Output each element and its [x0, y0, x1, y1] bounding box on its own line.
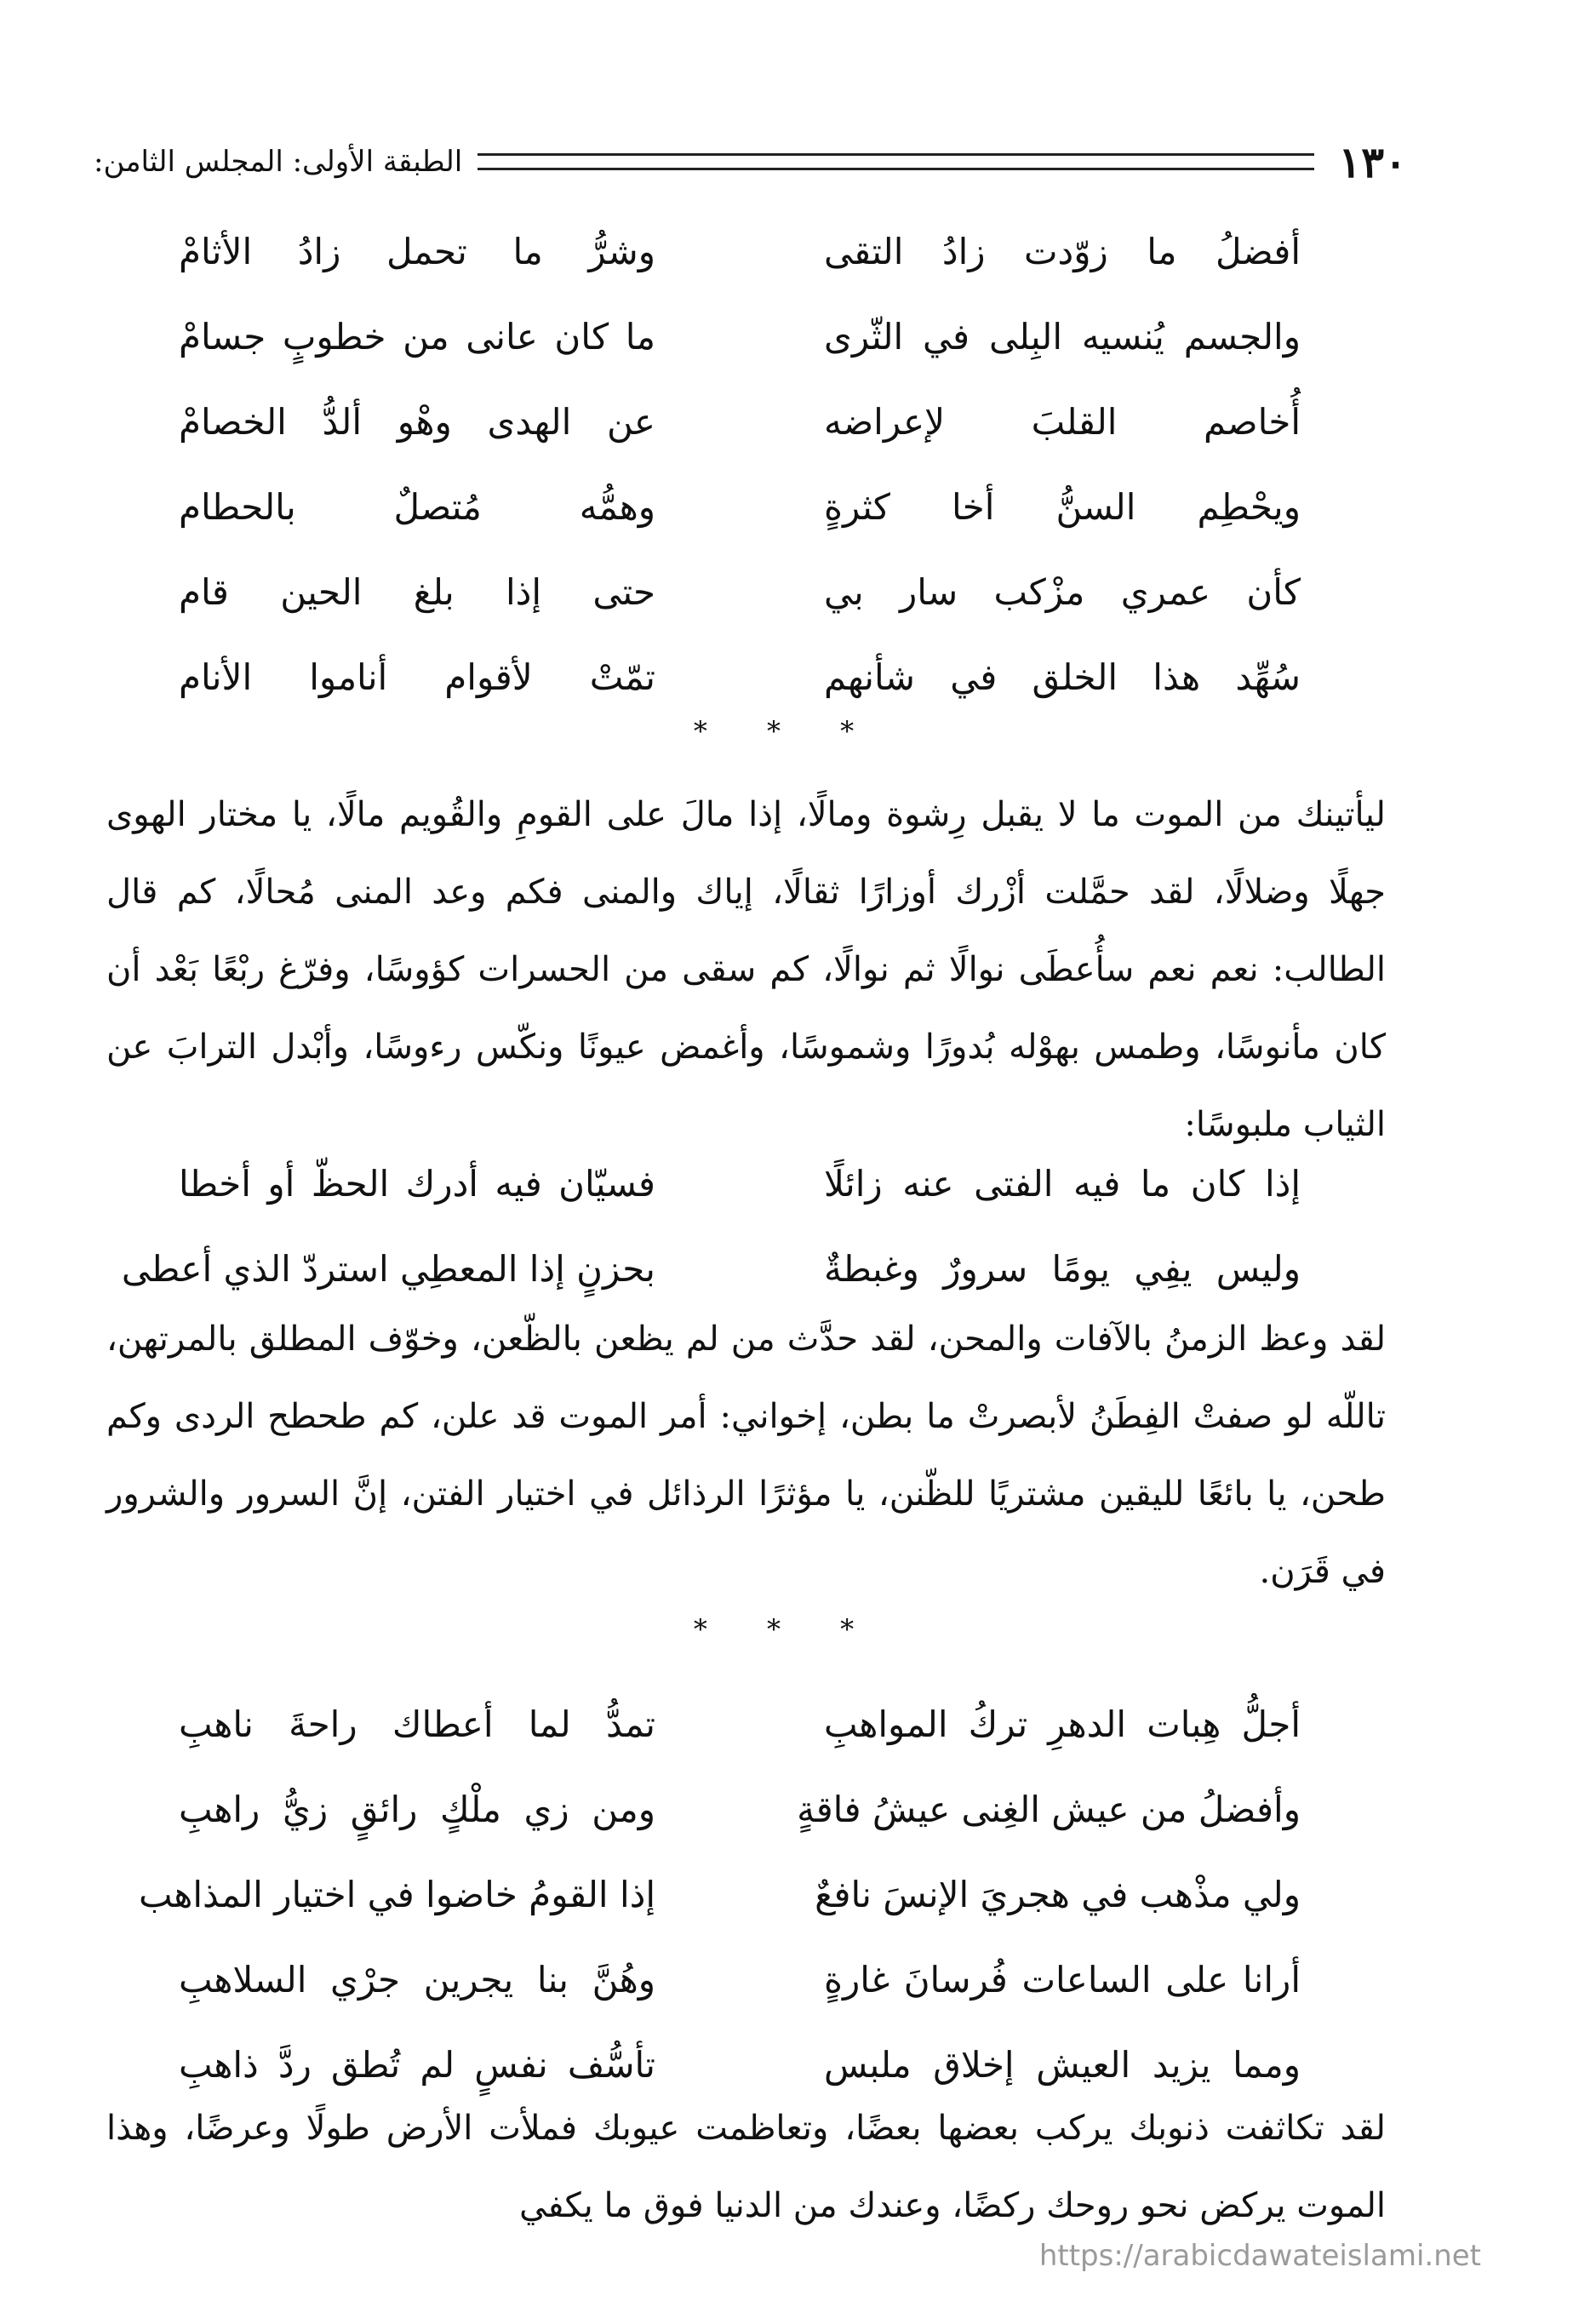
- first-hemistich: ولي مذْهب في هجريَ الإنسَ نافعٌ: [815, 1873, 1301, 1915]
- watermark-url: https://arabicdawateislami.net: [1038, 2239, 1481, 2273]
- second-hemistich: عن الهدى وهْو ألدُّ الخصامْ: [179, 400, 655, 443]
- first-hemistich: كأن عمري مزْكب سار بي: [824, 570, 1301, 613]
- poem-block-1: [179, 209, 1301, 719]
- poem-block-3: [139, 1681, 1301, 2107]
- paragraph-text: لقد تكاثفت ذنوبك يركب بعضها بعضًا، وتعاظمت عيوبك فملأت الأرض طولًا وعرضًا، وهذا الموت يركض نحو روحك ركضًا، وعندك من الدنيا فوق ما يكفي: [106, 2109, 1386, 2225]
- page-header: [94, 136, 1407, 187]
- section-separator: * * *: [693, 715, 880, 747]
- first-hemistich: وليس يفِي يومًا سرورٌ وغبطةٌ: [824, 1247, 1301, 1290]
- verse-line: [179, 1141, 1301, 1226]
- second-hemistich: تأسُّف نفسٍ لم تُطق ردَّ ذاهبِ: [179, 2043, 655, 2086]
- poem-block-2: [121, 1141, 1301, 1311]
- second-hemistich: ما كان عانى من خطوبٍ جسامْ: [179, 315, 655, 358]
- first-hemistich: سُهِّد هذا الخلق في شأنهم: [824, 655, 1301, 698]
- first-hemistich: ويحْطِم السنُّ أخا كثرةٍ: [824, 485, 1301, 528]
- second-hemistich: تمدُّ لما أعطاك راحةَ ناهبِ: [179, 1703, 655, 1745]
- second-hemistich: فسيّان فيه أدرك الحظّ أو أخطا: [179, 1162, 655, 1205]
- first-hemistich: أُخاصم القلبَ لإعراضه: [824, 400, 1301, 443]
- verse-line: [179, 379, 1301, 464]
- running-title: الطبقة الأولى: المجلس الثامن:: [94, 145, 463, 179]
- verse-line: [139, 1852, 1301, 1937]
- first-hemistich: إذا كان ما فيه الفتى عنه زائلًا: [824, 1162, 1301, 1205]
- header-rule: [478, 153, 1314, 170]
- first-hemistich: وأفضلُ من عيش الغِنى عيشُ فاقةٍ: [797, 1788, 1301, 1830]
- second-hemistich: وهمُّه مُتصلٌ بالحطام: [179, 485, 655, 528]
- verse-line: [179, 634, 1301, 719]
- verse-line: [179, 1681, 1301, 1766]
- second-hemistich: وهُنَّ بنا يجرين جرْي السلاهبِ: [179, 1958, 655, 2001]
- first-hemistich: أفضلُ ما زوّدت زادُ التقى: [824, 230, 1301, 272]
- second-hemistich: إذا القومُ خاضوا في اختيار المذاهب: [139, 1873, 655, 1915]
- first-hemistich: ومما يزيد العيش إخلاق ملبس: [824, 2043, 1301, 2086]
- section-separator: * * *: [693, 1613, 880, 1646]
- second-hemistich: ومن زي ملْكٍ رائقٍ زيُّ راهبِ: [179, 1788, 655, 1830]
- second-hemistich: وشرُّ ما تحمل زادُ الأثامْ: [179, 230, 655, 272]
- second-hemistich: تمّتْ لأقوام أناموا الأنام: [179, 655, 655, 698]
- page-number: ١٣٠: [1338, 136, 1407, 187]
- verse-line: [179, 1937, 1301, 2022]
- prose-paragraph-3: [106, 2090, 1386, 2245]
- verse-line: [179, 464, 1301, 549]
- second-hemistich: حتى إذا بلغ الحين قام: [179, 570, 655, 613]
- second-hemistich: بحزنٍ إذا المعطِي استردّ الذي أعطى: [121, 1247, 655, 1290]
- verse-line: [179, 294, 1301, 379]
- prose-paragraph-1: [106, 776, 1386, 1164]
- verse-line: [121, 1226, 1301, 1311]
- verse-line: [179, 209, 1301, 294]
- verse-line: [179, 549, 1301, 634]
- first-hemistich: أرانا على الساعات فُرسانَ غارةٍ: [824, 1958, 1301, 2001]
- prose-paragraph-2: [106, 1301, 1386, 1611]
- paragraph-text: ليأتينك من الموت ما لا يقبل رِشوة ومالًا، إذا مالَ على القومِ والقُويم مالًا، يا مختار الهوى جهلًا وضلالًا، لقد حمَّلت أزْرك أوزارًا ثقالًا، إياك والمنى فكم وعد المنى مُحالًا، كم قال الطالب: نعم نعم سأُعطَى نوالًا ثم نوالًا، كم سقى من الحسرات كؤوسًا، وفرّغ ربْعًا بَعْد أن كان مأنوسًا، وطمس بهوْله بُدورًا وشموسًا، وأغمض عيونًا ونكّس رءوسًا، وأبْدل الترابَ عن الثياب ملبوسًا:: [106, 795, 1386, 1144]
- first-hemistich: أجلُّ هِبات الدهرِ تركُ المواهبِ: [824, 1703, 1301, 1745]
- first-hemistich: والجسم يُنسيه البِلى في الثّرى: [824, 315, 1301, 358]
- paragraph-text: لقد وعظ الزمنُ بالآفات والمحن، لقد حدَّث من لم يظعن بالظّعن، وخوّف المطلق بالمرتهن، تاللّه لو صفتْ الفِطَنُ لأبصرتْ ما بطن، إخواني: أمر الموت قد علن، كم طحطح الردى وكم طحن، يا بائعًا لليقين مشتريًا للظّنن، يا مؤثرًا الرذائل في اختيار الفتن، إنَّ السرور والشرور في قَرَن.: [106, 1319, 1386, 1591]
- verse-line: [179, 1766, 1301, 1852]
